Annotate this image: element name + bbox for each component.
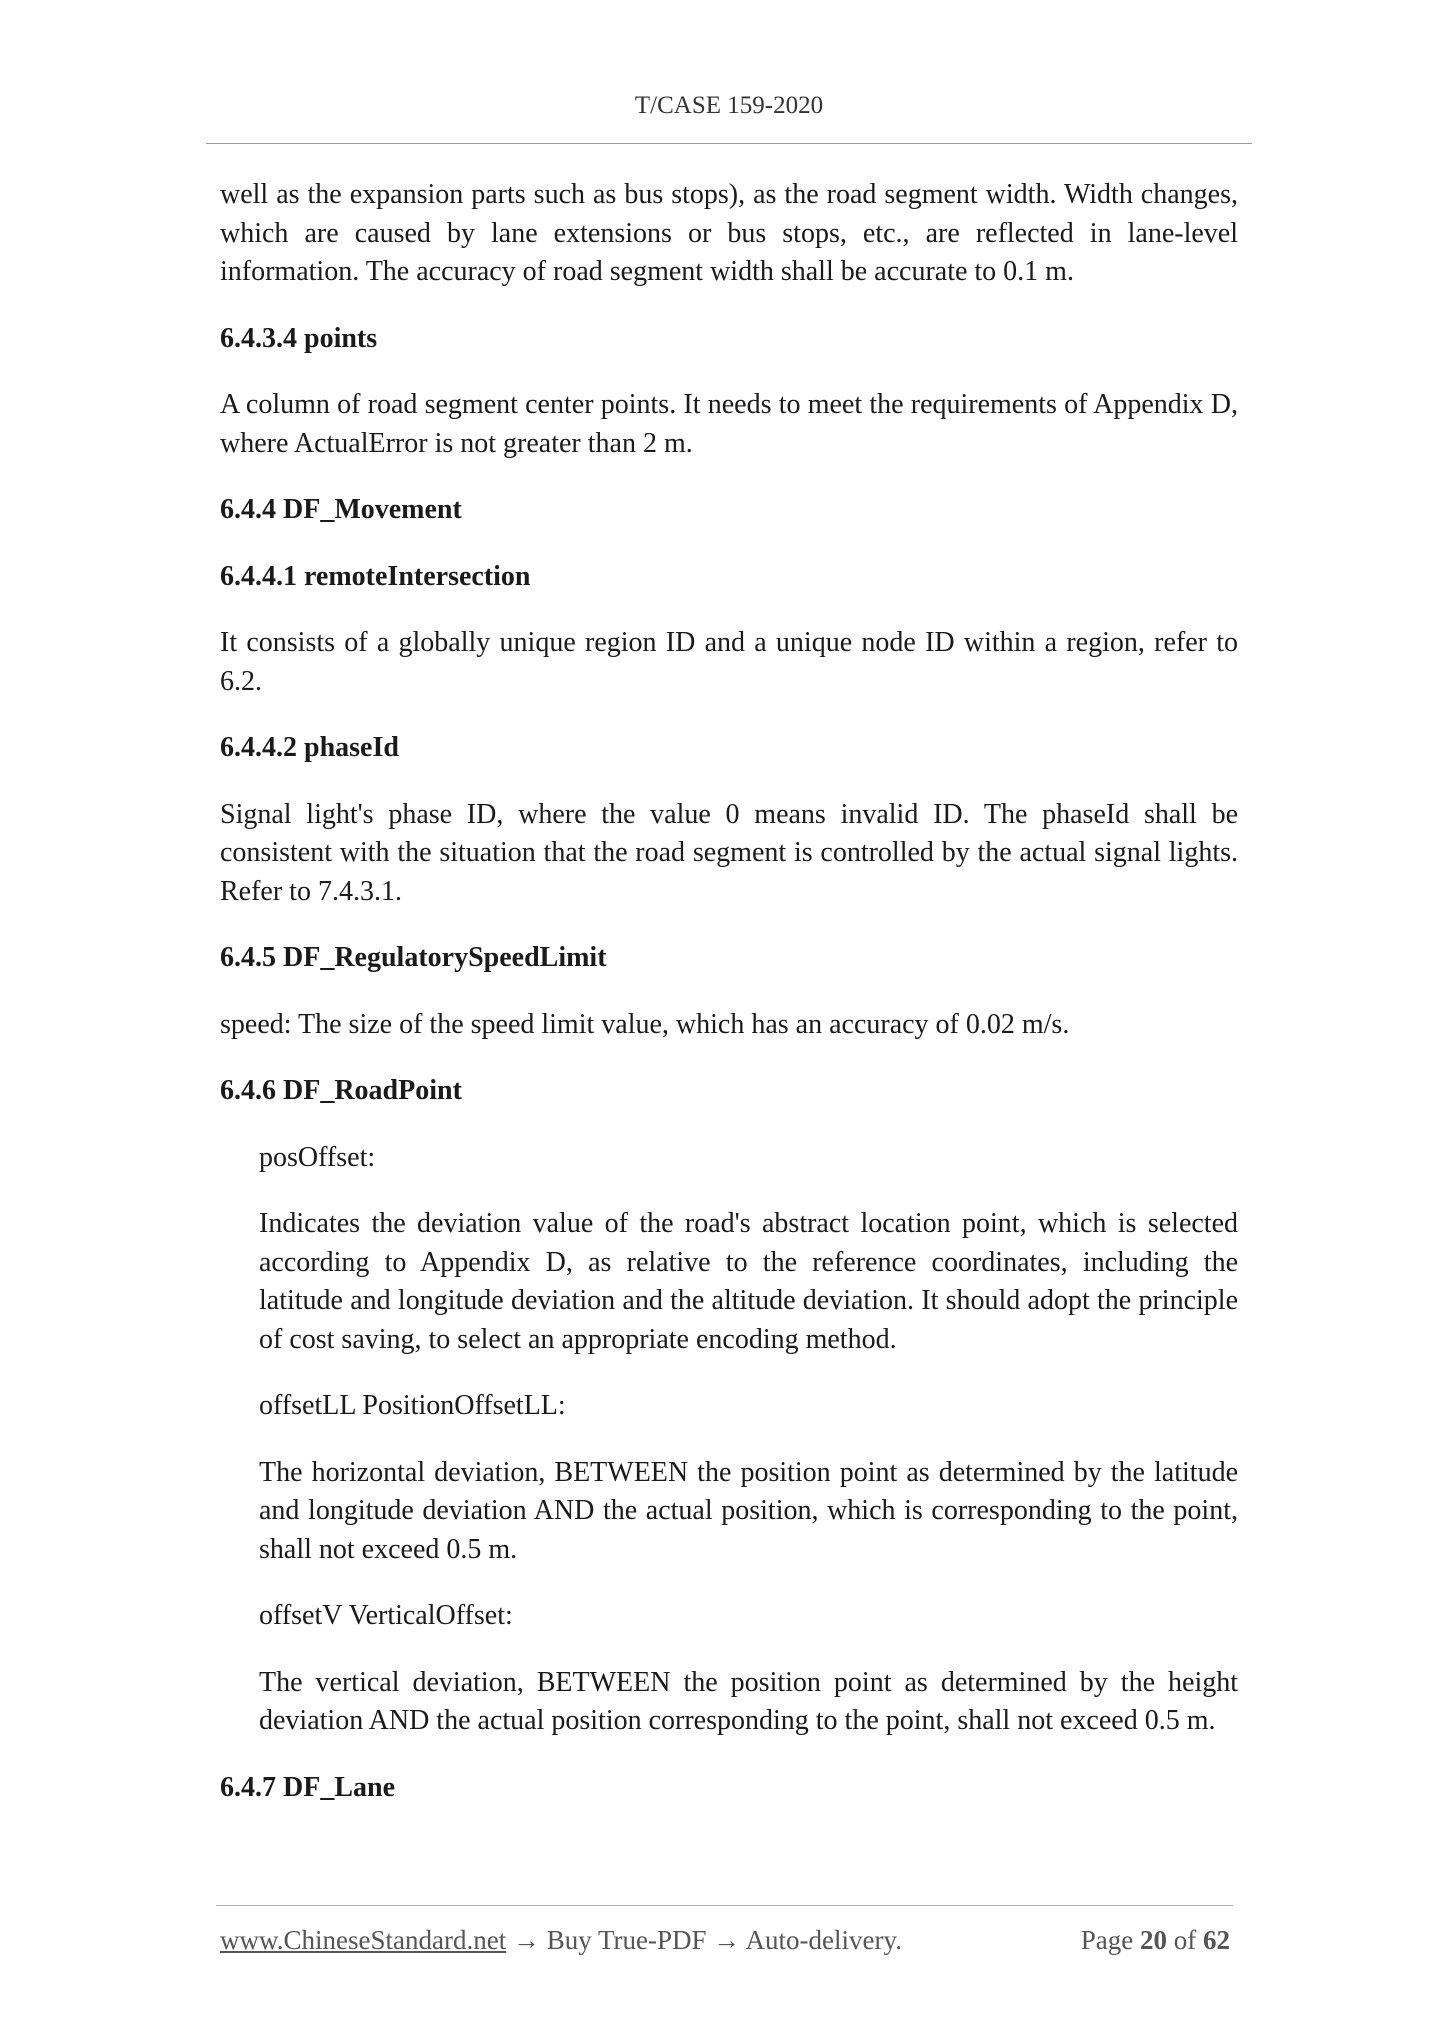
paragraph-width-continuation: well as the expansion parts such as bus stops), as the road segment width. Width changes, which are caused by lane extensions or bus stops, etc., are reflected in lane-level information. The accuracy of road segment width shall be accurate to 0.1 m. (220, 179, 1238, 287)
heading-6-4-6: 6.4.6 DF_RoadPoint (220, 1075, 462, 1106)
auto-delivery-text: Auto-delivery. (745, 1925, 902, 1955)
page-label: Page (1080, 1925, 1134, 1955)
arrow-right-icon: → (512, 1925, 540, 1955)
paragraph-speed: speed: The size of the speed limit value, which has an accuracy of 0.02 m/s. (220, 1008, 1070, 1040)
page-content (220, 176, 1238, 1835)
site-link[interactable]: www.ChineseStandard.net (220, 1925, 507, 1955)
paragraph-offsetll-label: offsetLL PositionOffsetLL: (259, 1390, 566, 1421)
page-number (1081, 1925, 1230, 1956)
paragraph-points: A column of road segment center points. It needs to meet the requirements of Appendix D, where ActualError is not greater than 2 m. (220, 389, 1238, 459)
paragraph-posoffset-description: Indicates the deviation value of the road's abstract location point, which is selected according to Appendix D, as relative to the reference coordinates, including the latitude and longitude deviation and the altitude deviation. It should adopt the principle of cost saving, to select an appropriate encoding method. (259, 1208, 1238, 1355)
heading-6-4-7: 6.4.7 DF_Lane (220, 1771, 395, 1803)
page-of-label: of (1173, 1925, 1197, 1955)
paragraph-phase-id: Signal light's phase ID, where the value 0 means invalid ID. The phaseId shall be consistent with the situation that the road segment is controlled by the actual signal lights. Refer to 7.4.3.1. (220, 798, 1238, 907)
heading-6-4-4: 6.4.4 DF_Movement (220, 494, 462, 525)
paragraph-offsetv-description: The vertical deviation, BETWEEN the position point as determined by the height deviation AND the actual position corresponding to the point, shall not exceed 0.5 m. (259, 1666, 1238, 1736)
footer-promo (220, 1925, 902, 1956)
paragraph-offsetll-description: The horizontal deviation, BETWEEN the position point as determined by the latitude and longitude deviation AND the actual position, which is corresponding to the point, shall not exceed 0.5 m. (259, 1456, 1238, 1565)
paragraph-posoffset-label: posOffset: (259, 1141, 376, 1173)
document-id-header: T/CASE 159-2020 (634, 92, 824, 119)
footer-divider (216, 1905, 1233, 1906)
page-total: 62 (1203, 1925, 1230, 1955)
buy-true-pdf-text: Buy True-PDF (546, 1925, 707, 1955)
heading-6-4-4-2: 6.4.4.2 phaseId (220, 732, 399, 763)
paragraph-remote-intersection: It consists of a globally unique region ID and a unique node ID within a region, refer to 6.2. (220, 627, 1238, 697)
heading-6-4-3-4: 6.4.3.4 points (220, 322, 378, 354)
header-divider (206, 143, 1252, 144)
heading-6-4-4-1: 6.4.4.1 remoteIntersection (220, 560, 531, 592)
arrow-right-icon: → (713, 1925, 741, 1955)
page-current: 20 (1140, 1925, 1167, 1955)
paragraph-offsetv-label: offsetV VerticalOffset: (259, 1600, 513, 1631)
heading-6-4-5: 6.4.5 DF_RegulatorySpeedLimit (220, 942, 607, 973)
